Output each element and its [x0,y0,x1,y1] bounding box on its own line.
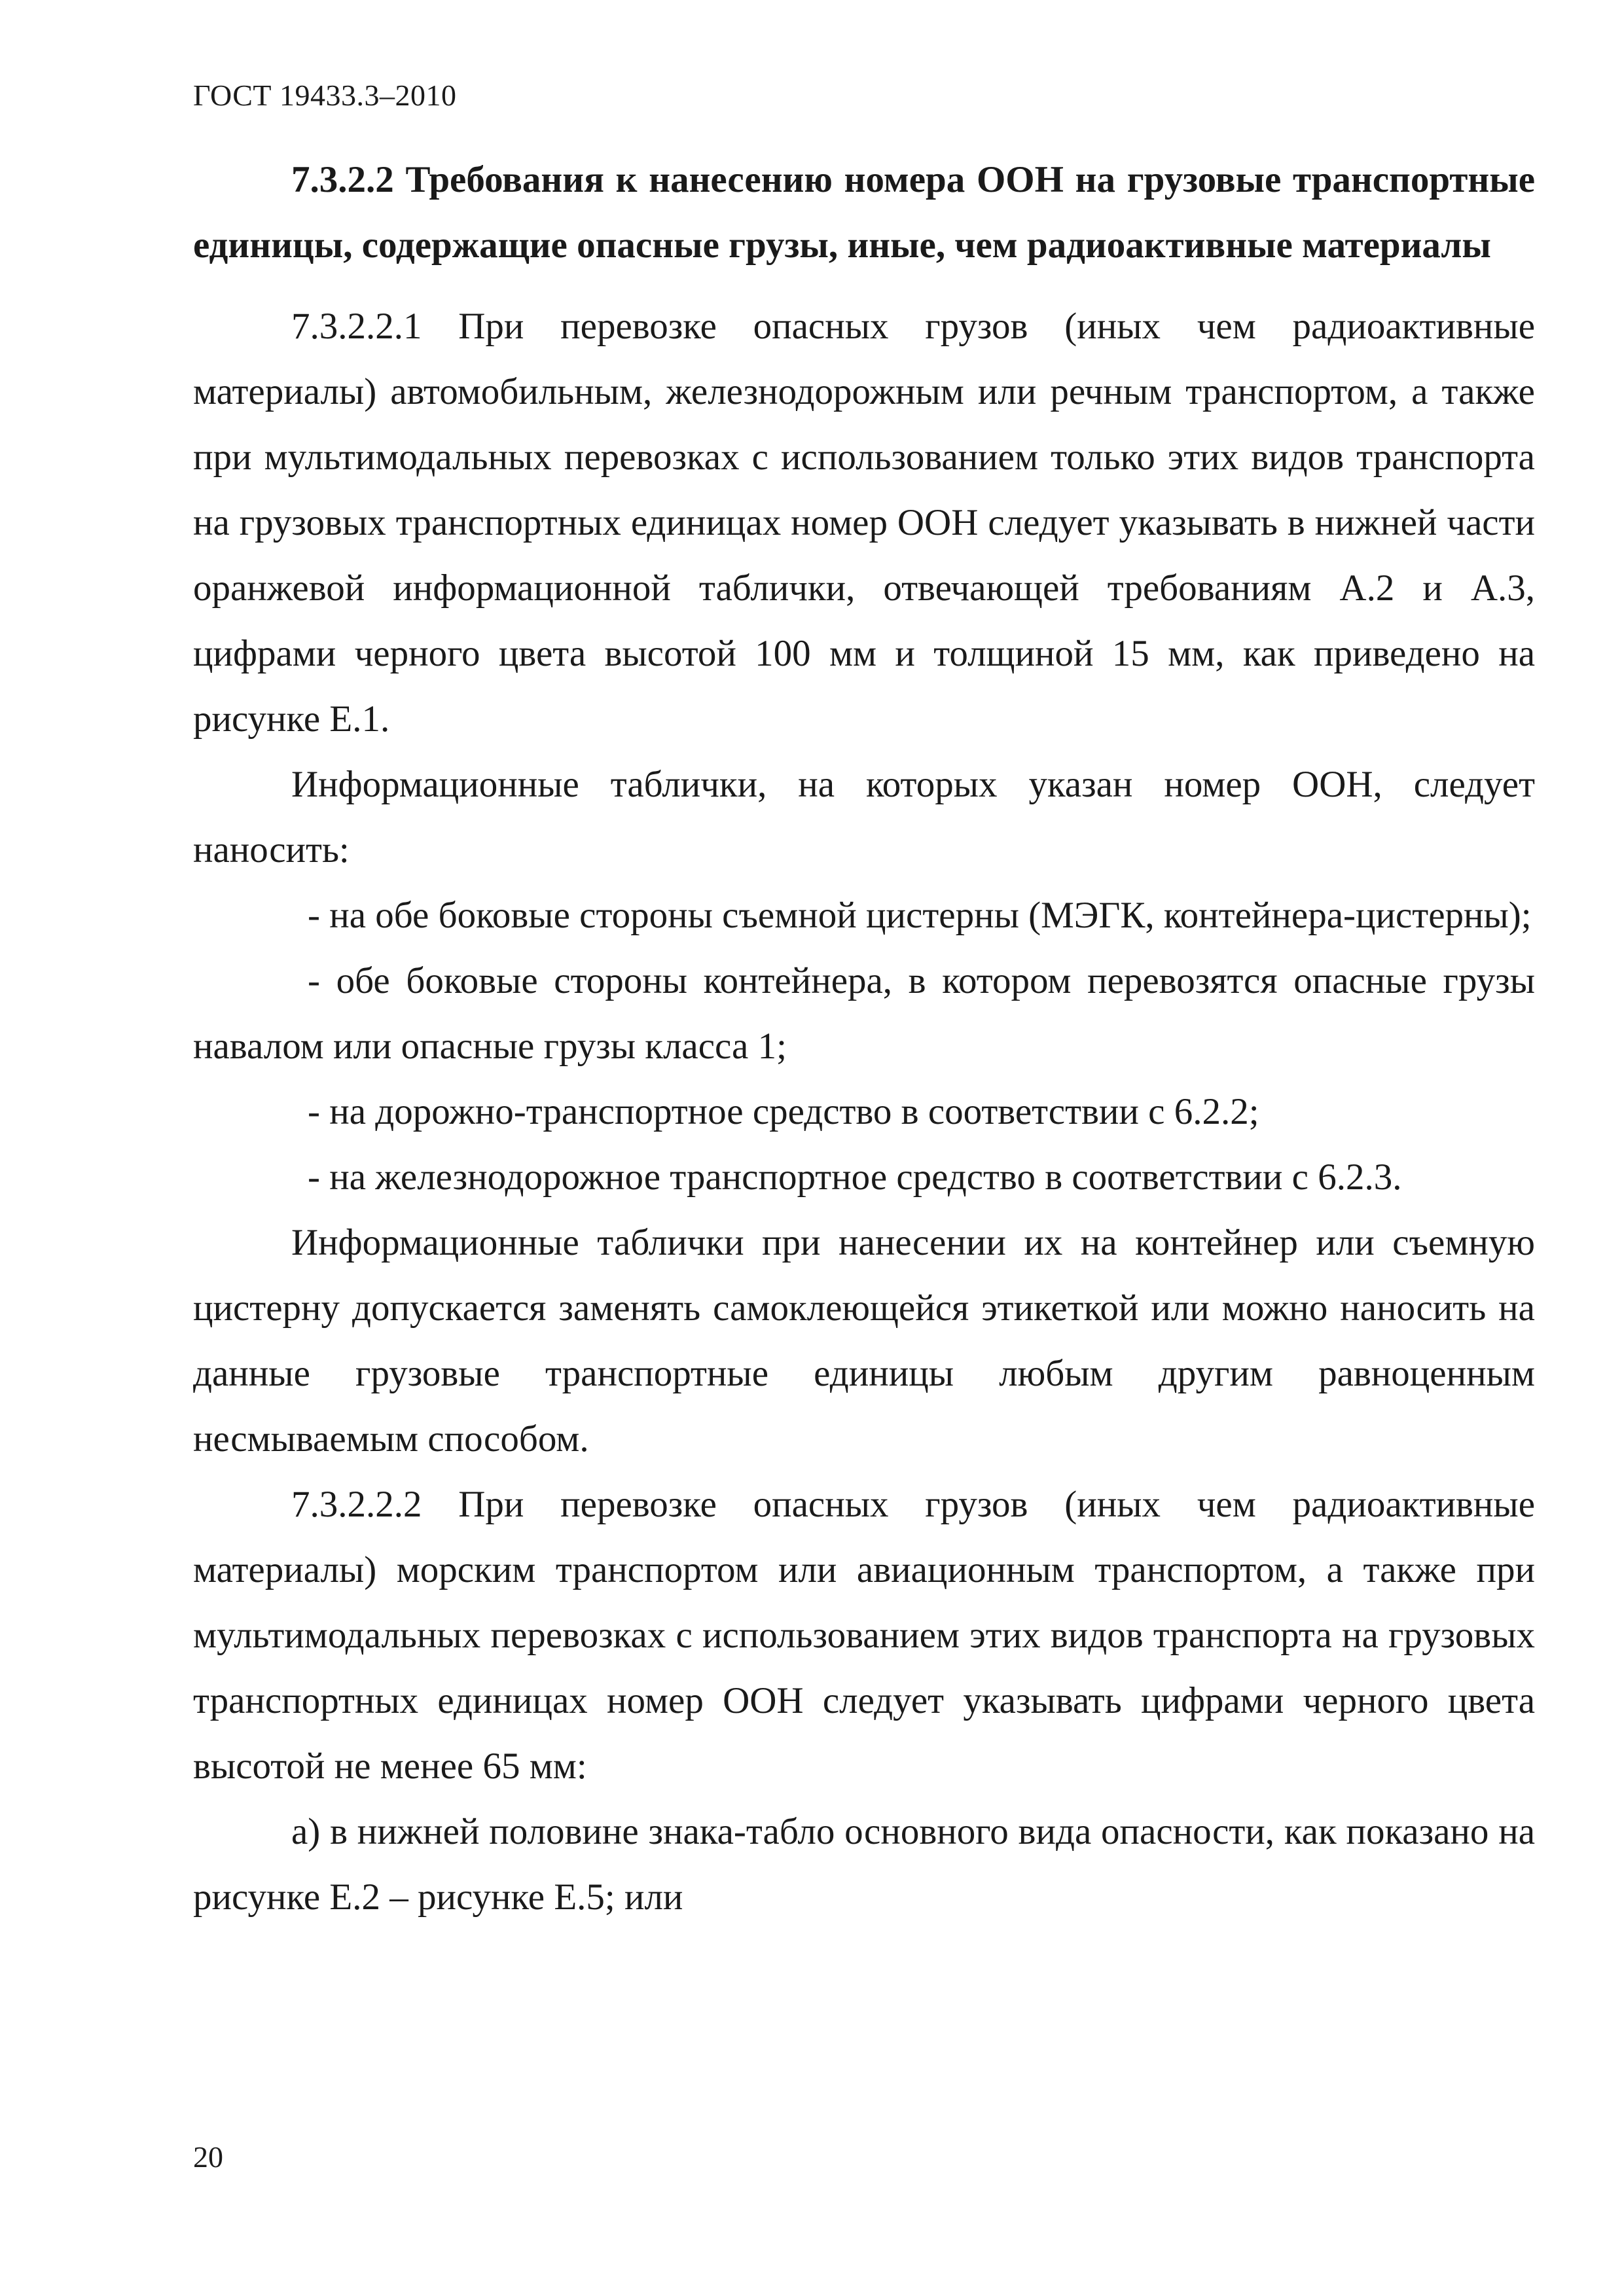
document-header: ГОСТ 19433.3–2010 [193,79,457,112]
document-body [193,147,1535,1930]
paragraph-7-3-2-2-2: 7.3.2.2.2 При перевозке опасных грузов (иных чем радиоактивные материалы) морским транспортом или авиационным транспортом, а также при мультимодальных перевозках с использованием этих видов транспорта на грузовых транспортных единицах номер ООН следует указывать цифрами черного цвета высотой не менее 65 мм: [193,1484,1535,1787]
paragraph-item-a: а) в нижней половине знака-табло основного вида опасности, как показано на рисунке Е.2 – рисунке Е.5; или [193,1811,1535,1918]
list-item: - на обе боковые стороны съемной цистерны (МЭГК, контейнера-цистерны); [308,895,1532,936]
section-heading: 7.3.2.2 Требования к нанесению номера ООН на грузовые транспортные единицы, содержащие опасные грузы, иные, чем радиоактивные материалы [193,159,1535,266]
paragraph-placards-intro: Информационные таблички, на которых указан номер ООН, следует наносить: [193,764,1535,870]
paragraph-7-3-2-2-1: 7.3.2.2.1 При перевозке опасных грузов (иных чем радиоактивные материалы) автомобильным, железнодорожным или речным транспортом, а также при мультимодальных перевозках с использованием только этих видов транспорта на грузовых транспортных единицах номер ООН следует указывать в нижней части оранжевой информационной таблички, отвечающей требованиям А.2 и А.3, цифрами черного цвета высотой 100 мм и толщиной 15 мм, как приведено на рисунке Е.1. [193,306,1535,740]
page-number: 20 [193,2140,223,2174]
list-item: - обе боковые стороны контейнера, в котором перевозятся опасные грузы навалом или опасные грузы класса 1; [193,960,1535,1067]
paragraph-placard-replacement: Информационные таблички при нанесении их на контейнер или съемную цистерну допускается заменять самоклеющейся этикеткой или можно наносить на данные грузовые транспортные единицы любым другим равноценным несмываемым способом. [193,1222,1535,1460]
list-item: - на дорожно-транспортное средство в соответствии с 6.2.2; [308,1091,1259,1132]
list-item: - на железнодорожное транспортное средство в соответствии с 6.2.3. [308,1157,1402,1198]
